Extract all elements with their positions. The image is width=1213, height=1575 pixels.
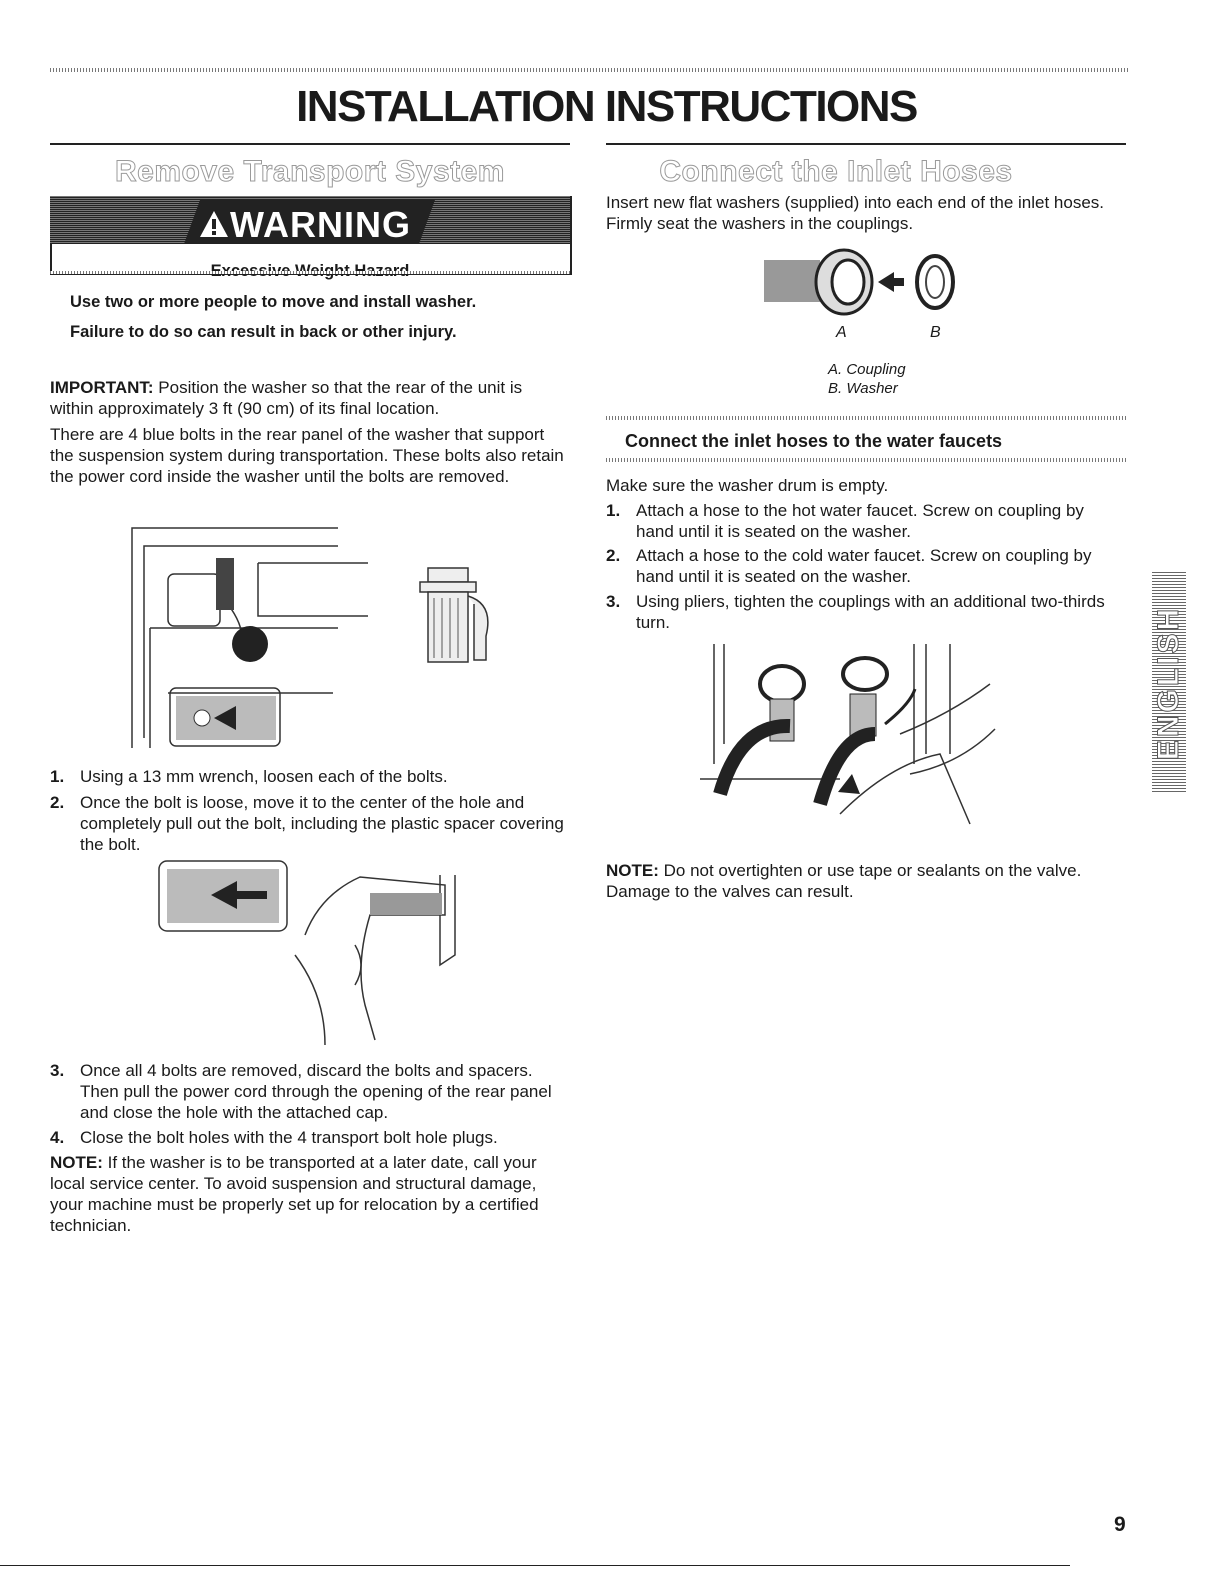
- note-label: NOTE:: [50, 1153, 103, 1172]
- step-text: Attach a hose to the cold water faucet. Screw on coupling by hand until it is seated on the washer.: [636, 546, 1092, 586]
- inlet-step-1: [606, 500, 1126, 542]
- inlet-intro: Insert new flat washers (supplied) into each end of the inlet hoses. Firmly seat the washers in the couplings.: [606, 193, 1105, 233]
- step-text: Once all 4 bolts are removed, discard the bolts and spacers. Then pull the power cord through the opening of the rear panel and close the hole with the attached cap.: [80, 1061, 552, 1122]
- note-text: If the washer is to be transported at a later date, call your local service center. To avoid suspension and structural damage, your machine must be properly set up for relocation by a certified technician.: [50, 1153, 539, 1235]
- top-dotted-line: [50, 68, 1128, 72]
- note-text: Do not overtighten or use tape or sealants on the valve. Damage to the valves can result.: [606, 861, 1082, 901]
- warning-line-2: Failure to do so can result in back or other injury.: [70, 323, 457, 341]
- figure-label-b: B: [930, 324, 941, 341]
- language-tab-label: ENGLISH: [1152, 605, 1185, 761]
- inlet-step-2: [606, 545, 1126, 587]
- transport-step-1: [50, 766, 570, 787]
- faucet-hose-illustration: [700, 644, 1020, 844]
- section-title-remove-transport: Remove Transport System: [115, 155, 505, 188]
- important-paragraph: [50, 377, 570, 419]
- bottom-rule: [0, 1565, 1070, 1566]
- left-rule: [50, 143, 570, 145]
- subheading-connect-faucets: Connect the inlet hoses to the water faucets: [625, 431, 1003, 451]
- step-number: 1.: [50, 767, 65, 786]
- warning-signal-word: WARNING: [230, 204, 411, 245]
- bolt-removal-illustration: [155, 855, 475, 1045]
- language-side-tab: [1152, 570, 1186, 792]
- step-number: 3.: [606, 592, 621, 611]
- step-text: Using a 13 mm wrench, loosen each of the bolts.: [80, 767, 448, 786]
- transport-step-3: [50, 1060, 570, 1123]
- step-number: 2.: [606, 546, 621, 565]
- caption-coupling: A. Coupling: [828, 361, 906, 378]
- right-rule: [606, 143, 1126, 145]
- step-number: 3.: [50, 1061, 65, 1080]
- caption-washer: B. Washer: [828, 380, 898, 397]
- step-number: 4.: [50, 1128, 65, 1147]
- step-number: 1.: [606, 501, 621, 520]
- step-number: 2.: [50, 793, 65, 812]
- warning-triangle-icon: [199, 210, 229, 238]
- transport-step-2: [50, 792, 570, 855]
- inlet-note: [606, 860, 1126, 902]
- note-label: NOTE:: [606, 861, 659, 880]
- coupling-washer-illustration: [760, 248, 970, 320]
- step-text: Close the bolt holes with the 4 transport bolt hole plugs.: [80, 1128, 498, 1147]
- inlet-step-3: [606, 591, 1126, 633]
- warning-bottom-dots: [50, 271, 570, 274]
- section-title-inlet-hoses: Connect the Inlet Hoses: [659, 155, 1013, 188]
- transport-step-4: [50, 1127, 570, 1148]
- step-text: Using pliers, tighten the couplings with an additional two-thirds turn.: [636, 592, 1105, 632]
- important-text: Position the washer so that the rear of the unit is within approximately 3 ft (90 cm) of its final location.: [50, 378, 523, 418]
- page-number: 9: [1114, 1513, 1126, 1536]
- subhead-dots-bottom: [606, 458, 1126, 462]
- figure-label-a: A: [836, 324, 847, 341]
- important-label: IMPORTANT:: [50, 378, 154, 397]
- rear-panel-illustration: [128, 518, 508, 750]
- warning-line-1: Use two or more people to move and install washer.: [70, 293, 477, 311]
- transport-note: [50, 1152, 570, 1236]
- inlet-check: Make sure the washer drum is empty.: [606, 476, 889, 495]
- step-text: Once the bolt is loose, move it to the center of the hole and completely pull out the bolt, including the plastic spacer covering the bolt.: [80, 793, 564, 854]
- step-text: Attach a hose to the hot water faucet. Screw on coupling by hand until it is seated on the washer.: [636, 501, 1084, 541]
- subhead-dots-top: [606, 416, 1126, 420]
- page-title: INSTALLATION INSTRUCTIONS: [296, 82, 917, 131]
- transport-intro: There are 4 blue bolts in the rear panel of the washer that support the suspension system during transportation. These bolts also retain the power cord inside the washer until the bolts are removed.: [50, 425, 564, 486]
